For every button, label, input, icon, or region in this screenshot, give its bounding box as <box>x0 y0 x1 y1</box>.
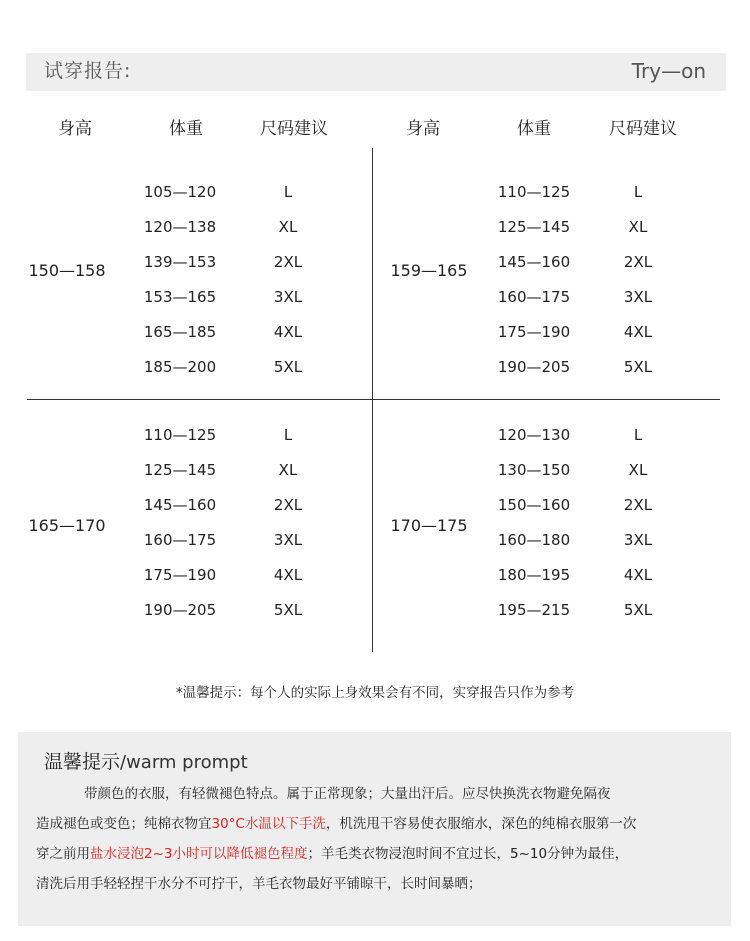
prompt-line-3-b: ；羊毛类衣物浸泡时间不宜过长，5~10分钟为最佳， <box>307 846 629 862</box>
weight-range: 180—195 <box>497 566 571 584</box>
size-suggestion: XL <box>278 218 298 236</box>
col-header-height-left: 身高 <box>58 119 92 139</box>
weight-range: 145—160 <box>497 253 571 271</box>
warm-prompt-title-en: /warm prompt <box>120 752 248 773</box>
size-suggestion: XL <box>628 461 648 479</box>
col-header-height-right: 身高 <box>406 119 440 139</box>
prompt-line-2 <box>36 813 636 835</box>
prompt-line-2-highlight: 30°C水温以下手洗 <box>211 816 326 832</box>
weight-range: 160—180 <box>497 531 571 549</box>
divider-horizontal <box>27 399 720 400</box>
weight-range: 190—205 <box>497 358 571 376</box>
size-suggestion: 5XL <box>623 601 653 619</box>
weight-range: 130—150 <box>497 461 571 479</box>
weight-range: 185—200 <box>143 358 217 376</box>
col-header-size-right: 尺码建议 <box>609 119 677 139</box>
report-title: 试穿报告: <box>44 60 132 82</box>
weight-range: 165—185 <box>143 323 217 341</box>
weight-range: 105—120 <box>143 183 217 201</box>
weight-range: 110—125 <box>497 183 571 201</box>
col-header-size-left: 尺码建议 <box>260 119 328 139</box>
report-title-en: Try—on <box>631 59 706 83</box>
fit-note: *温馨提示：每个人的实际上身效果会有不同，实穿报告只作为参考 <box>175 685 575 701</box>
size-suggestion: 5XL <box>273 601 303 619</box>
weight-range: 195—215 <box>497 601 571 619</box>
prompt-line-2-b: ，机洗甩干容易使衣服缩水，深色的纯棉衣服第一次 <box>325 816 637 832</box>
col-header-weight-left: 体重 <box>169 119 203 139</box>
warm-prompt-title <box>44 749 248 776</box>
size-suggestion: 3XL <box>623 531 653 549</box>
prompt-line-2-a: 造成褪色或变色；纯棉衣物宜 <box>36 816 212 832</box>
size-suggestion: 5XL <box>623 358 653 376</box>
weight-range: 120—138 <box>143 218 217 236</box>
weight-range: 110—125 <box>143 426 217 444</box>
weight-range: 120—130 <box>497 426 571 444</box>
prompt-line-3 <box>36 843 628 865</box>
weight-range: 139—153 <box>143 253 217 271</box>
prompt-line-3-highlight: 盐水浸泡2~3小时可以降低褪色程度 <box>90 846 308 862</box>
size-suggestion: L <box>633 426 643 444</box>
height-range: 165—170 <box>28 516 106 535</box>
size-suggestion: 4XL <box>273 323 303 341</box>
warm-prompt-title-cn: 温馨提示 <box>44 751 121 773</box>
weight-range: 150—160 <box>497 496 571 514</box>
size-suggestion: 2XL <box>273 253 303 271</box>
size-suggestion: 4XL <box>273 566 303 584</box>
size-suggestion: XL <box>278 461 298 479</box>
size-suggestion: 2XL <box>623 253 653 271</box>
size-suggestion: 4XL <box>623 323 653 341</box>
size-suggestion: L <box>633 183 643 201</box>
size-suggestion: 2XL <box>273 496 303 514</box>
size-suggestion: 2XL <box>623 496 653 514</box>
size-suggestion: 3XL <box>273 288 303 306</box>
size-suggestion: L <box>283 183 293 201</box>
weight-range: 175—190 <box>497 323 571 341</box>
weight-range: 145—160 <box>143 496 217 514</box>
weight-range: 160—175 <box>143 531 217 549</box>
prompt-line-4: 清洗后用手轻轻捏干水分不可拧干，羊毛衣物最好平铺晾干，长时间暴晒； <box>36 876 482 892</box>
height-range: 170—175 <box>390 516 468 535</box>
weight-range: 160—175 <box>497 288 571 306</box>
divider-vertical-top <box>372 148 373 399</box>
col-header-weight-right: 体重 <box>517 119 551 139</box>
weight-range: 153—165 <box>143 288 217 306</box>
size-suggestion: XL <box>628 218 648 236</box>
size-suggestion: 5XL <box>273 358 303 376</box>
divider-vertical-bottom <box>372 400 373 652</box>
weight-range: 190—205 <box>143 601 217 619</box>
prompt-line-1: 带颜色的衣服，有轻微褪色特点。属于正常现象；大量出汗后。应尽快换洗衣物避免隔夜 <box>84 786 611 802</box>
height-range: 159—165 <box>390 261 468 280</box>
weight-range: 125—145 <box>497 218 571 236</box>
weight-range: 175—190 <box>143 566 217 584</box>
size-suggestion: 4XL <box>623 566 653 584</box>
height-range: 150—158 <box>28 261 106 280</box>
size-suggestion: 3XL <box>623 288 653 306</box>
prompt-line-3-a: 穿之前用 <box>36 846 90 862</box>
weight-range: 125—145 <box>143 461 217 479</box>
size-suggestion: 3XL <box>273 531 303 549</box>
size-suggestion: L <box>283 426 293 444</box>
